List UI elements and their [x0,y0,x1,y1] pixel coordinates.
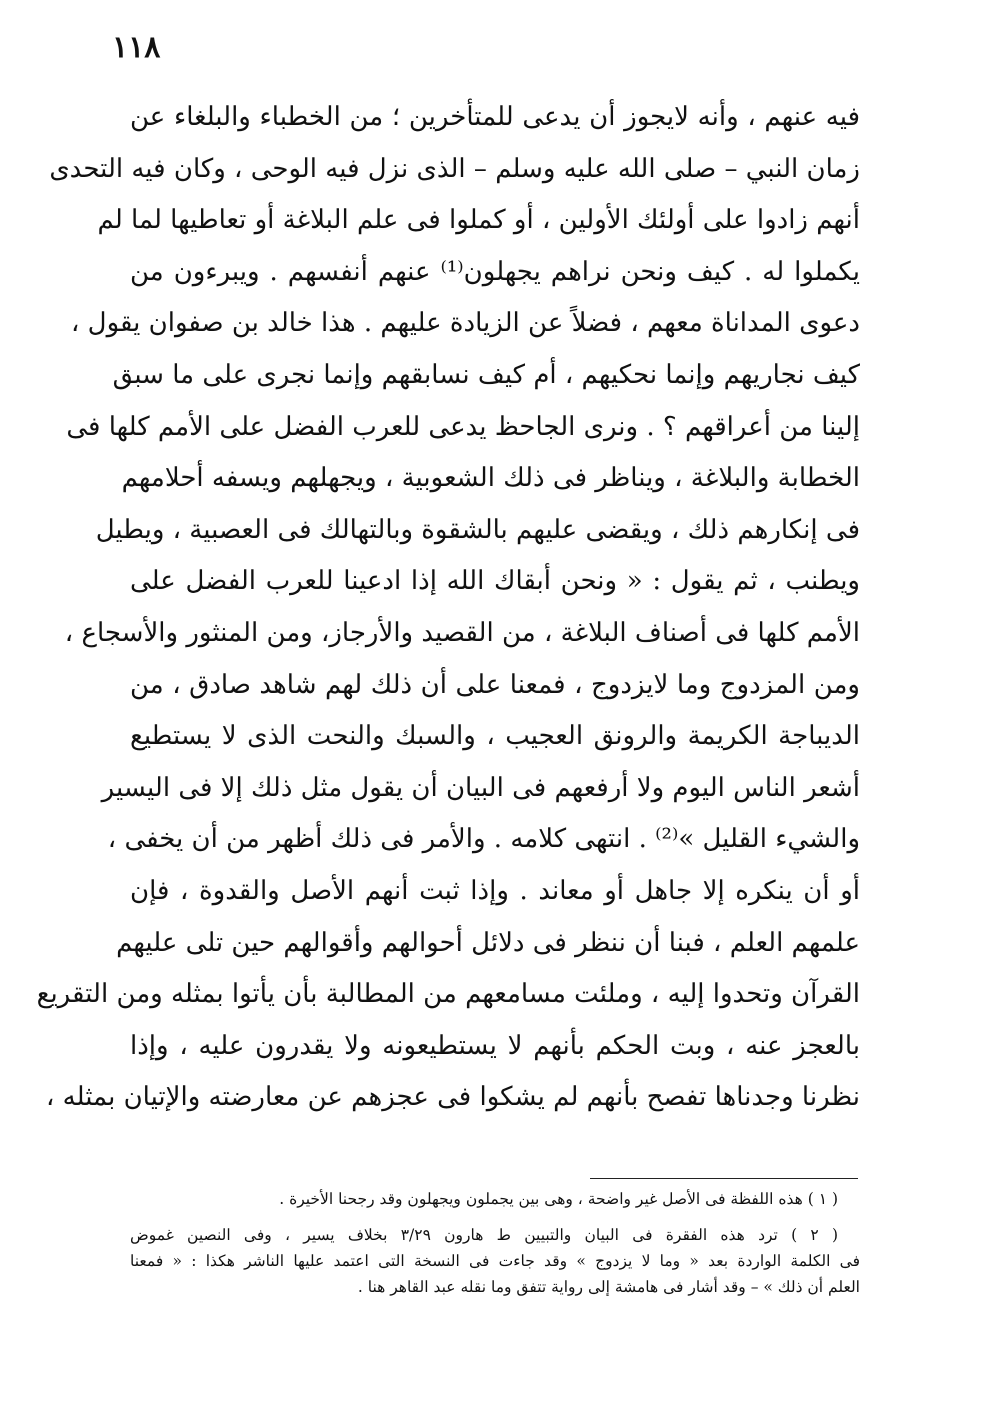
text-line: ويطنب ، ثم يقول : « ونحن أبقاك الله إذا ادعينا للعرب الفضل على [130,566,860,597]
text-line: القرآن وتحدوا إليه ، وملئت مسامعهم من المطالبة بأن يأتوا بمثله ومن التقريع [36,979,860,1010]
text-line: الأمم كلها فى أصناف البلاغة ، من القصيد والأرجاز، ومن المنثور والأسجاع ، [64,617,860,648]
footnote-1: ( ١ ) هذه اللفظة فى الأصل غير واضحة ، وهى بين يجملون ويجهلون وقد رجحنا الأخيرة . [279,1190,838,1208]
text-line: أو أن ينكره إلا جاهل أو معاند . وإذا ثبت أنهم الأصل والقدوة ، فإن [130,875,860,906]
text-line: إلينا من أعراقهم ؟ . ونرى الجاحظ يدعى للعرب الفضل على الأمم كلها فى [66,411,860,442]
footnote-separator [590,1178,858,1179]
text-line: علمهم العلم ، فبنا أن ننظر فى دلائل أحوالهم وأقوالهم حين تلى عليهم [116,927,860,958]
text-line: فى إنكارهم ذلك ، ويقضى عليهم بالشقوة وبالتهالك فى العصبية ، ويطيل [95,514,860,545]
text-line: يكملوا له . كيف ونحن نراهم يجهلون⁽¹⁾ عنهم أنفسهم . ويبرءون من [130,256,861,287]
text-line: دعوى المداناة معهم ، فضلاً عن الزيادة عليهم . هذا خالد بن صفوان يقول ، [71,308,860,339]
page-number: ١١٨ [112,30,161,65]
footnote-2-line: العلم أن ذلك » – وقد أشار فى هامشة إلى رواية تتفق وما نقله عبد القاهر هنا . [357,1278,860,1296]
footnote-2-line: فى الكلمة الواردة بعد « وما لا يزدوج » وقد جاءت فى النسخة التى اعتمد عليها الناشر هكذا : « فمعنا [130,1252,860,1270]
text-line: نظرنا وجدناها تفصح بأنهم لم يشكوا فى عجزهم عن معارضته والإتيان بمثله ، [45,1082,860,1113]
text-line: ومن المزدوج وما لايزدوج ، فمعنا على أن ذلك لهم شاهد صادق ، من [130,669,860,700]
text-line: فيه عنهم ، وأنه لايجوز أن يدعى للمتأخرين ؛ من الخطباء والبلغاء عن [130,102,860,132]
text-line: كيف نجاريهم وإنما نحكيهم ، أم كيف نسابقهم وإنما نجرى على ما سبق [112,359,860,390]
text-line: زمان النبي – صلى الله عليه وسلم – الذى نزل فيه الوحى ، وكان فيه التحدى [49,153,860,184]
text-line: أشعر الناس اليوم ولا أرفعهم فى البيان أن يقول مثل ذلك إلا فى اليسير [101,772,860,803]
footnote-2-line: ( ٢ ) ترد هذه الفقرة فى البيان والتبيين ط هارون ٣/٢٩ بخلاف يسير ، وفى النصين غموض [130,1226,838,1244]
text-line: والشيء القليل »⁽²⁾ . انتهى كلامه . والأمر فى ذلك أظهر من أن يخفى ، [107,824,860,855]
text-line: الخطابة والبلاغة ، ويناظر فى ذلك الشعوبية ، ويجهلهم ويسفه أحلامهم [121,463,860,494]
text-line: بالعجز عنه ، وبت الحكم بأنهم لا يستطيعونه ولا يقدرون عليه ، وإذا [130,1030,860,1061]
text-line: أنهم زادوا على أولئك الأولين ، أو كملوا فى علم البلاغة أو تعاطيها لما لم [97,205,860,236]
footnotes [130,1186,860,1300]
body-text [36,92,861,1124]
text-line: الديباجة الكريمة والرونق العجيب ، والسبك والنحت الذى لا يستطيع [130,721,860,752]
